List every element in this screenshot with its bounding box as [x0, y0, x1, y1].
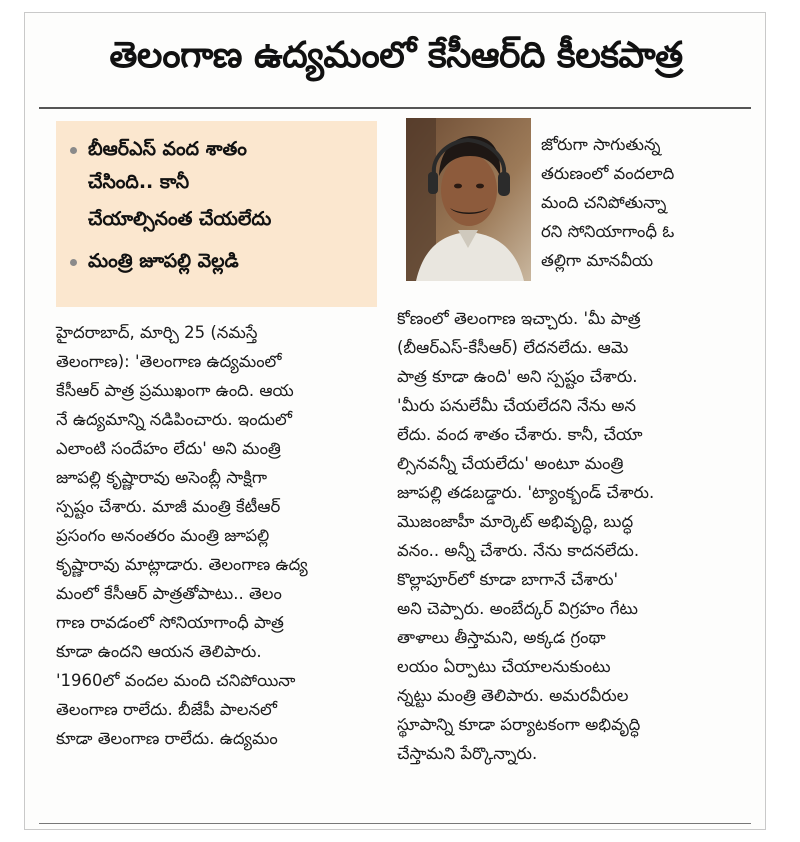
text-line: తరుణంలో వందలాది [541, 164, 675, 183]
text-line: ఎలాంటి సందేహం లేదు' అని మంత్రి [56, 439, 281, 458]
text-line: '1960లో వందల మంది చనిపోయినా [56, 671, 296, 690]
text-line: కూడా ఉందని ఆయన తెలిపారు. [56, 642, 262, 661]
article-column-left [56, 318, 377, 753]
text-line: కొల్లాపూర్‌లో కూడా బాగానే చేశారు' [397, 570, 619, 589]
text-line: చేస్తామని పేర్కొన్నారు. [397, 744, 538, 763]
text-line: వనం.. అన్నీ చేశారు. నేను కాదనలేదు. [397, 541, 640, 560]
article-column-right-top [541, 130, 747, 275]
text-line: ప్రసంగం అనంతరం మంత్రి జూపల్లి [56, 526, 270, 545]
highlight-text: మంత్రి జూపల్లి వెల్లడి [88, 250, 239, 272]
text-line: ల్సినవన్నీ చేయలేదు' అంటూ మంత్రి [397, 454, 624, 473]
headline-divider [39, 107, 751, 109]
article-column-right [397, 304, 747, 768]
text-line: కోణంలో తెలంగాణ ఇచ్చారు. 'మీ పాత్ర [397, 309, 641, 328]
bullet-icon [70, 147, 77, 154]
text-line: జూపల్లి కృష్ణారావు అసెంబ్లీ సాక్షిగా [56, 468, 268, 487]
highlight-text: బీఆర్‌ఎస్ వంద శాతం [88, 138, 247, 160]
text-line: తెలంగాణ రాలేదు. బీజేపీ పాలనలో [56, 700, 278, 719]
bottom-divider [39, 823, 751, 824]
text-line: స్పష్టం చేశారు. మాజీ మంత్రి కేటీఆర్ [56, 497, 281, 516]
bullet-icon [70, 259, 77, 266]
text-line: తల్లిగా మానవీయ [541, 251, 654, 270]
text-line: మంది చనిపోతున్నా [541, 193, 667, 212]
text-line: జూపల్లి తడబడ్డారు. 'ట్యాంక్బండ్ చేశారు. [397, 483, 655, 502]
text-line: లయం ఏర్పాటు చేయాలనుకుంటు [397, 657, 611, 676]
minister-photo [406, 118, 531, 281]
headline: తెలంగాణ ఉద్యమంలో కేసీఆర్‌ది కీలకపాత్ర [109, 35, 683, 76]
text-line: పాత్ర కూడా ఉంది' అని స్పష్టం చేశారు. [397, 367, 638, 386]
text-line: మంలో కేసీఆర్ పాత్రతోపాటు.. తెలం [56, 584, 282, 603]
text-line: తెలంగాణ): 'తెలంగాణ ఉద్యమంలో [56, 352, 282, 371]
portrait-image [406, 118, 531, 281]
text-line: హైదరాబాద్, మార్చి 25 (నమస్తే [56, 323, 258, 342]
text-line: (బీఆర్ఎస్-కేసీఆర్) లేదనలేదు. ఆమె [397, 338, 629, 357]
text-line: రని సోనియాగాంధీ ఓ [541, 222, 675, 241]
text-line: కేసీఆర్ పాత్ర ప్రముఖంగా ఉంది. ఆయ [56, 381, 294, 400]
newspaper-clipping [24, 12, 766, 830]
text-line: కృష్ణారావు మాట్లాడారు. తెలంగాణ ఉద్య [56, 555, 308, 574]
text-line: తాళాలు తీస్తామని, అక్కడ గ్రంథా [397, 628, 606, 647]
text-line: న్నట్టు మంత్రి తెలిపారు. అమరవీరుల [397, 686, 629, 705]
highlights-box [56, 121, 377, 307]
text-line: లేదు. వంద శాతం చేశారు. కానీ, చేయా [397, 425, 643, 444]
text-line: స్థూపాన్ని కూడా పర్యాటకంగా అభివృద్ధి [397, 715, 641, 734]
text-line: అని చెప్పారు. అంబేద్కర్ విగ్రహం గేటు [397, 599, 638, 618]
highlight-text: చేయాల్సినంత చేయలేదు [88, 208, 272, 230]
highlight-text: చేసింది.. కానీ [88, 171, 190, 193]
text-line: 'మీరు పనులేమీ చేయలేదని నేను అన [397, 396, 636, 415]
text-line: గాణ రావడంలో సోనియాగాంధీ పాత్ర [56, 613, 284, 632]
text-line: కూడా తెలంగాణ రాలేదు. ఉద్యమం [56, 729, 278, 748]
text-line: మొజంజాహీ మార్కెట్ అభివృద్ధి, బుద్ధ [397, 512, 634, 531]
text-line: జోరుగా సాగుతున్న [541, 135, 661, 154]
text-line: నే ఉద్యమాన్ని నడిపించారు. ఇందులో [56, 410, 292, 429]
